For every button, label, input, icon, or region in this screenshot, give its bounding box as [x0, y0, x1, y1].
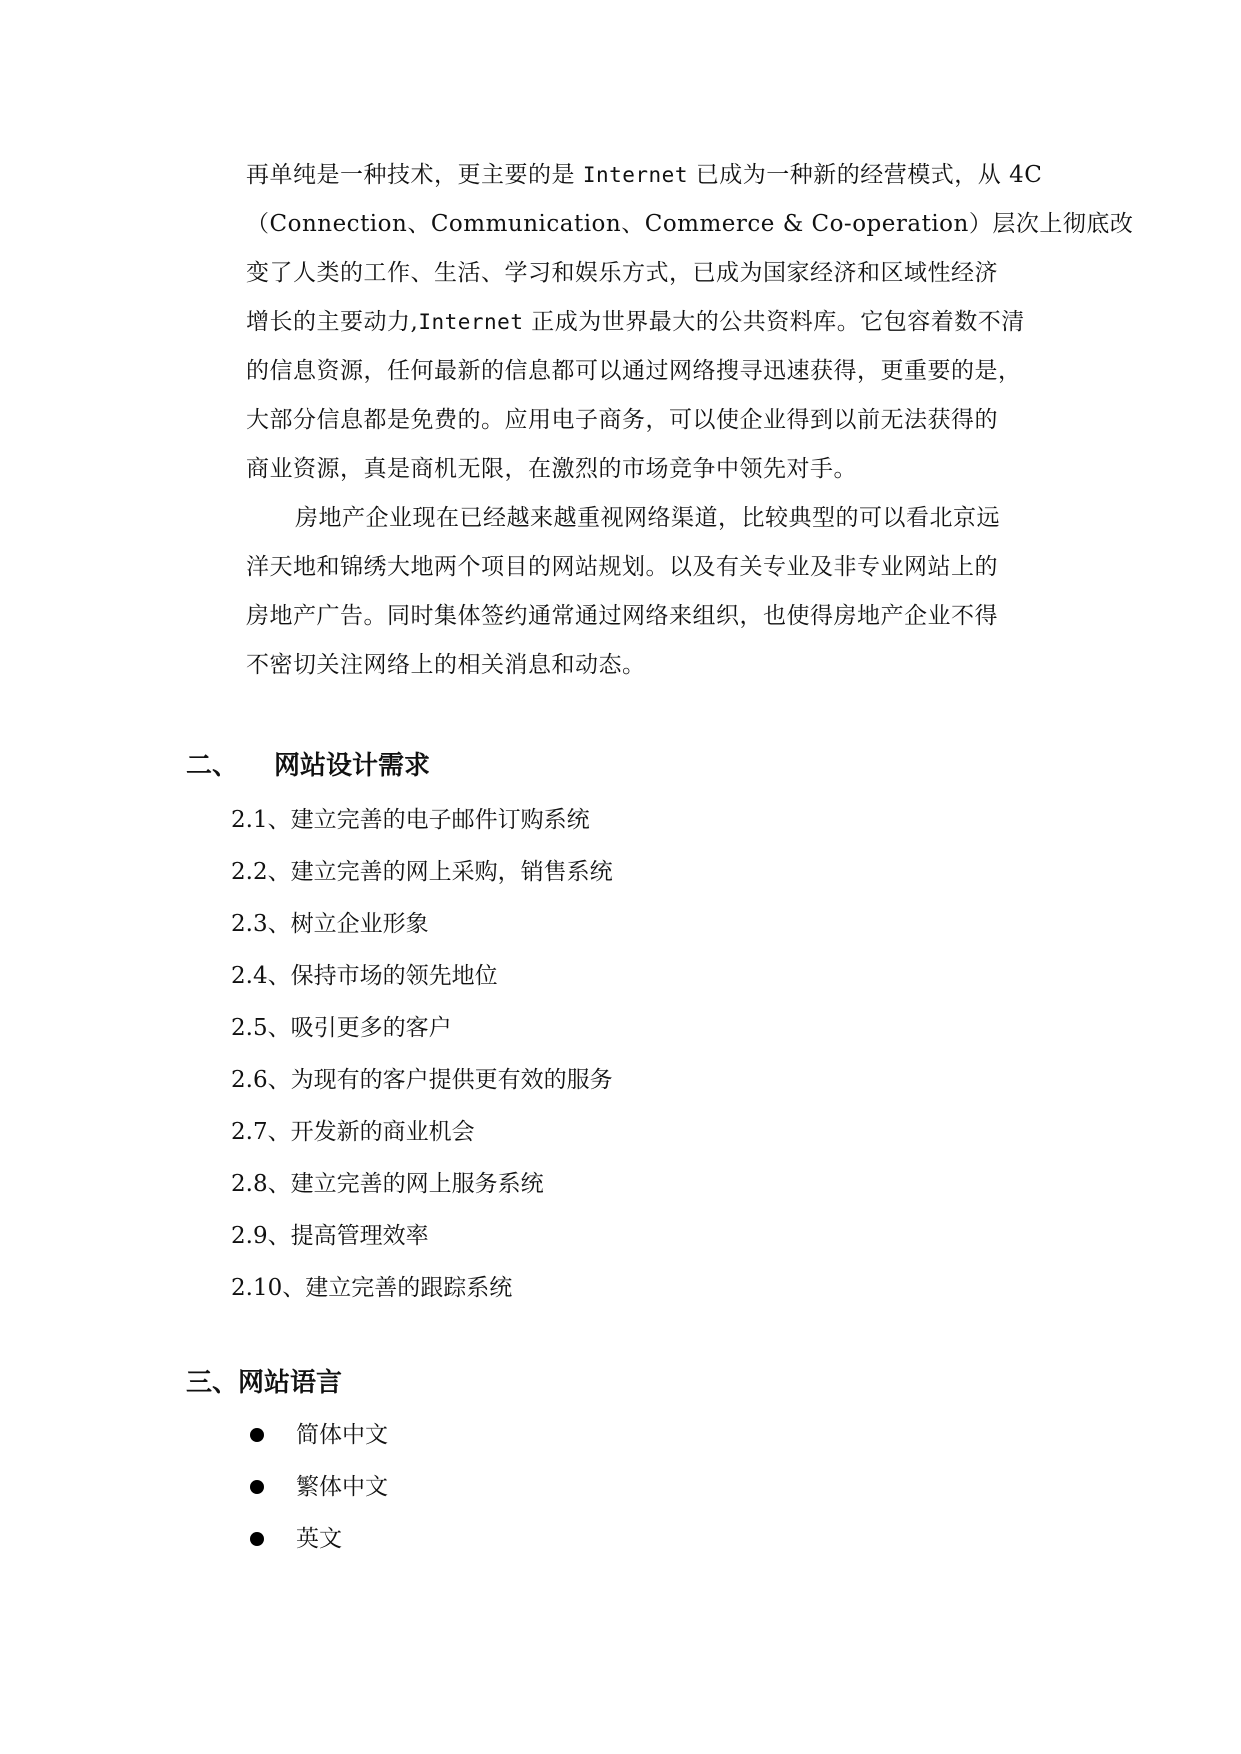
paragraph2-line4: 不密切关注网络上的相关消息和动态。	[246, 652, 646, 678]
requirement-item: 2.4、保持市场的领先地位	[231, 963, 498, 989]
text-span: 已成为一种新的经营模式，从 4C	[695, 162, 1043, 188]
language-bullet	[250, 1472, 388, 1502]
requirement-item: 2.9、提高管理效率	[231, 1223, 429, 1249]
bullet-dot-icon	[250, 1532, 264, 1546]
paragraph1-line7: 商业资源，真是商机无限，在激烈的市场竞争中领先对手。	[246, 456, 857, 482]
paragraph1-line3: 变了人类的工作、生活、学习和娱乐方式，已成为国家经济和区域性经济	[246, 260, 998, 286]
paragraph2-line2: 洋天地和锦绣大地两个项目的网站规划。以及有关专业及非专业网站上的	[246, 554, 998, 580]
requirement-item: 2.2、建立完善的网上采购，销售系统	[231, 859, 613, 885]
language-label: 简体中文	[296, 1422, 388, 1448]
requirement-item: 2.1、建立完善的电子邮件订购系统	[231, 807, 590, 833]
paragraph2-line3: 房地产广告。同时集体签约通常通过网络来组织，也使得房地产企业不得	[246, 603, 998, 629]
text-span: 再单纯是一种技术，更主要的是	[246, 162, 575, 188]
paragraph1-line6: 大部分信息都是免费的。应用电子商务，可以使企业得到以前无法获得的	[246, 407, 998, 433]
internet-term: Internet	[418, 310, 524, 334]
language-bullet	[250, 1524, 342, 1554]
section2-title: 网站设计需求	[274, 751, 431, 781]
requirement-item: 2.8、建立完善的网上服务系统	[231, 1171, 544, 1197]
internet-term: Internet	[582, 163, 688, 187]
paragraph1-line5: 的信息资源，任何最新的信息都可以通过网络搜寻迅速获得，更重要的是，	[246, 358, 1022, 384]
text-span: 增长的主要动力,	[246, 309, 419, 335]
bullet-dot-icon	[250, 1480, 264, 1494]
section2-number: 二、	[186, 751, 239, 781]
requirement-item: 2.3、树立企业形象	[231, 911, 429, 937]
paragraph1-line2: （Connection、Communication、Commerce & Co-operation）层次上彻底改	[246, 211, 1134, 237]
paragraph1-line4	[246, 307, 1066, 337]
requirement-item: 2.7、开发新的商业机会	[231, 1119, 475, 1145]
requirement-item: 2.5、吸引更多的客户	[231, 1015, 452, 1041]
language-bullet	[250, 1420, 388, 1450]
language-label: 英文	[296, 1526, 342, 1552]
text-span: 正成为世界最大的公共资料库。它包容着数不清	[531, 309, 1025, 335]
requirement-item: 2.10、建立完善的跟踪系统	[231, 1275, 513, 1301]
language-label: 繁体中文	[296, 1474, 388, 1500]
paragraph1-line1	[246, 160, 1066, 190]
requirement-item: 2.6、为现有的客户提供更有效的服务	[231, 1067, 613, 1093]
bullet-dot-icon	[250, 1428, 264, 1442]
section3-title: 三、网站语言	[186, 1368, 343, 1398]
paragraph2-line1: 房地产企业现在已经越来越重视网络渠道，比较典型的可以看北京远	[295, 505, 1000, 531]
